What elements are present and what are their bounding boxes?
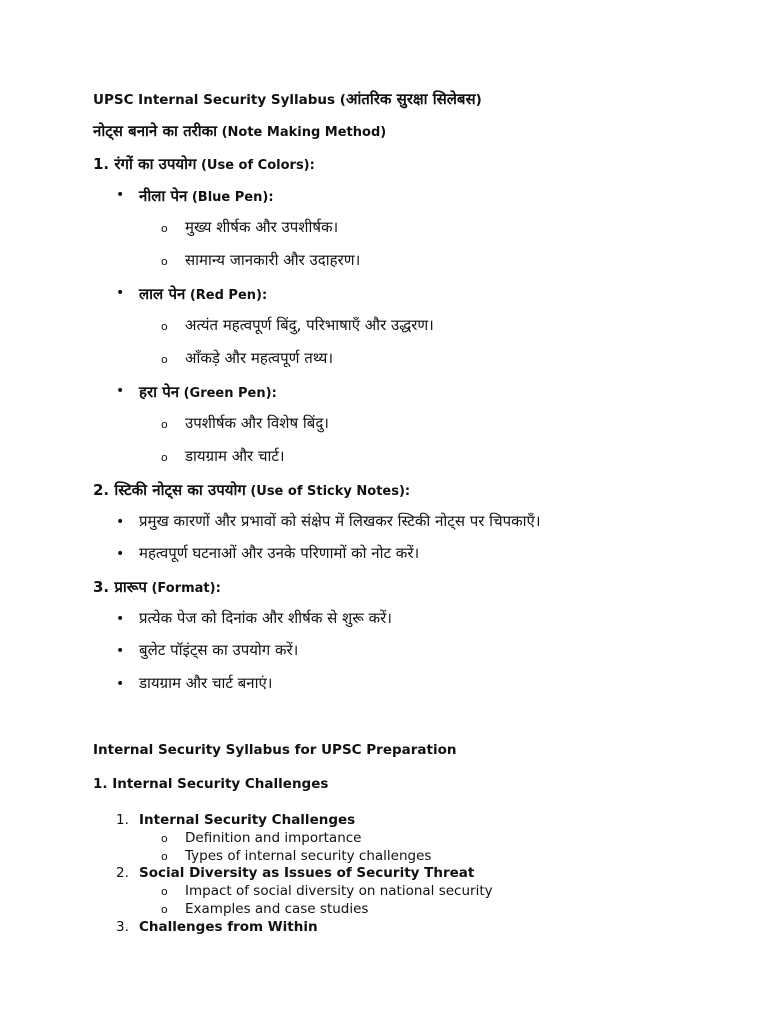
bullet-icon: • (116, 643, 125, 659)
blue-en: (Blue Pen): (187, 190, 274, 205)
list-item: बुलेट पॉइंट्स का उपयोग करें। (139, 641, 299, 659)
numbered-item: Internal Security Challenges (139, 812, 356, 828)
sub-item: Types of internal security challenges (185, 848, 432, 864)
s3-en: (Format): (146, 581, 221, 596)
list-number: 2. (116, 865, 129, 881)
circle-bullet-icon: o (161, 255, 168, 268)
list-item: प्रमुख कारणों और प्रभावों को संक्षेप में लिखकर स्टिकी नोट्स पर चिपकाएँ। (139, 512, 541, 530)
list-item: उपशीर्षक और विशेष बिंदु। (185, 414, 329, 432)
red-hi: लाल पेन (139, 285, 186, 303)
circle-bullet-icon: o (161, 222, 168, 235)
method-en: (Note Making Method) (217, 125, 387, 140)
red-pen-heading (139, 284, 267, 304)
red-en: (Red Pen): (185, 288, 268, 303)
doc-title (93, 89, 482, 109)
bullet-icon: • (116, 514, 125, 530)
blue-hi: नीला पेन (139, 187, 188, 205)
green-en: (Green Pen): (179, 386, 277, 401)
list-item: महत्वपूर्ण घटनाओं और उनके परिणामों को नोट करें। (139, 544, 420, 562)
circle-bullet-icon: o (161, 320, 168, 333)
list-item: प्रत्येक पेज को दिनांक और शीर्षक से शुरू करें। (139, 609, 392, 627)
section-2-heading (93, 480, 410, 500)
circle-bullet-icon: o (161, 903, 168, 916)
syllabus-heading: 1. Internal Security Challenges (93, 776, 329, 792)
bullet-icon: • (116, 383, 125, 399)
sub-item: Definition and importance (185, 830, 362, 846)
s2-en: (Use of Sticky Notes): (245, 484, 411, 499)
title-close: ) (475, 92, 482, 108)
s1-en: (Use of Colors): (196, 158, 315, 173)
circle-bullet-icon: o (161, 451, 168, 464)
bullet-icon: • (116, 187, 125, 203)
section-3-heading (93, 577, 221, 597)
syllabus-title: Internal Security Syllabus for UPSC Preparation (93, 742, 457, 758)
bullet-icon: • (116, 676, 125, 692)
list-item: अत्यंत महत्वपूर्ण बिंदु, परिभाषाएँ और उद्धरण। (185, 316, 434, 334)
green-hi: हरा पेन (139, 383, 180, 401)
circle-bullet-icon: o (161, 850, 168, 863)
method-hi: नोट्स बनाने का तरीका (93, 122, 218, 140)
bullet-icon: • (116, 611, 125, 627)
s3-hi: 3. प्रारूप (93, 578, 147, 596)
method-heading (93, 121, 386, 141)
circle-bullet-icon: o (161, 832, 168, 845)
numbered-item: Challenges from Within (139, 919, 318, 935)
section-1-heading (93, 154, 315, 174)
bullet-icon: • (116, 285, 125, 301)
title-en: UPSC Internal Security Syllabus ( (93, 92, 346, 108)
s1-hi: 1. रंगों का उपयोग (93, 155, 197, 173)
sub-item: Impact of social diversity on national security (185, 883, 493, 899)
numbered-item: Social Diversity as Issues of Security Threat (139, 865, 475, 881)
list-item: डायग्राम और चार्ट। (185, 447, 285, 465)
list-number: 1. (116, 812, 129, 828)
green-pen-heading (139, 382, 277, 402)
circle-bullet-icon: o (161, 418, 168, 431)
s2-hi: 2. स्टिकी नोट्स का उपयोग (93, 481, 246, 499)
list-item: आँकड़े और महत्वपूर्ण तथ्य। (185, 349, 334, 367)
list-item: सामान्य जानकारी और उदाहरण। (185, 251, 361, 269)
title-hi: आंतरिक सुरक्षा सिलेबस (345, 90, 476, 108)
bullet-icon: • (116, 546, 125, 562)
list-number: 3. (116, 919, 129, 935)
sub-item: Examples and case studies (185, 901, 369, 917)
list-item: डायग्राम और चार्ट बनाएं। (139, 674, 273, 692)
circle-bullet-icon: o (161, 353, 168, 366)
blue-pen-heading (139, 186, 274, 206)
list-item: मुख्य शीर्षक और उपशीर्षक। (185, 218, 339, 236)
circle-bullet-icon: o (161, 885, 168, 898)
